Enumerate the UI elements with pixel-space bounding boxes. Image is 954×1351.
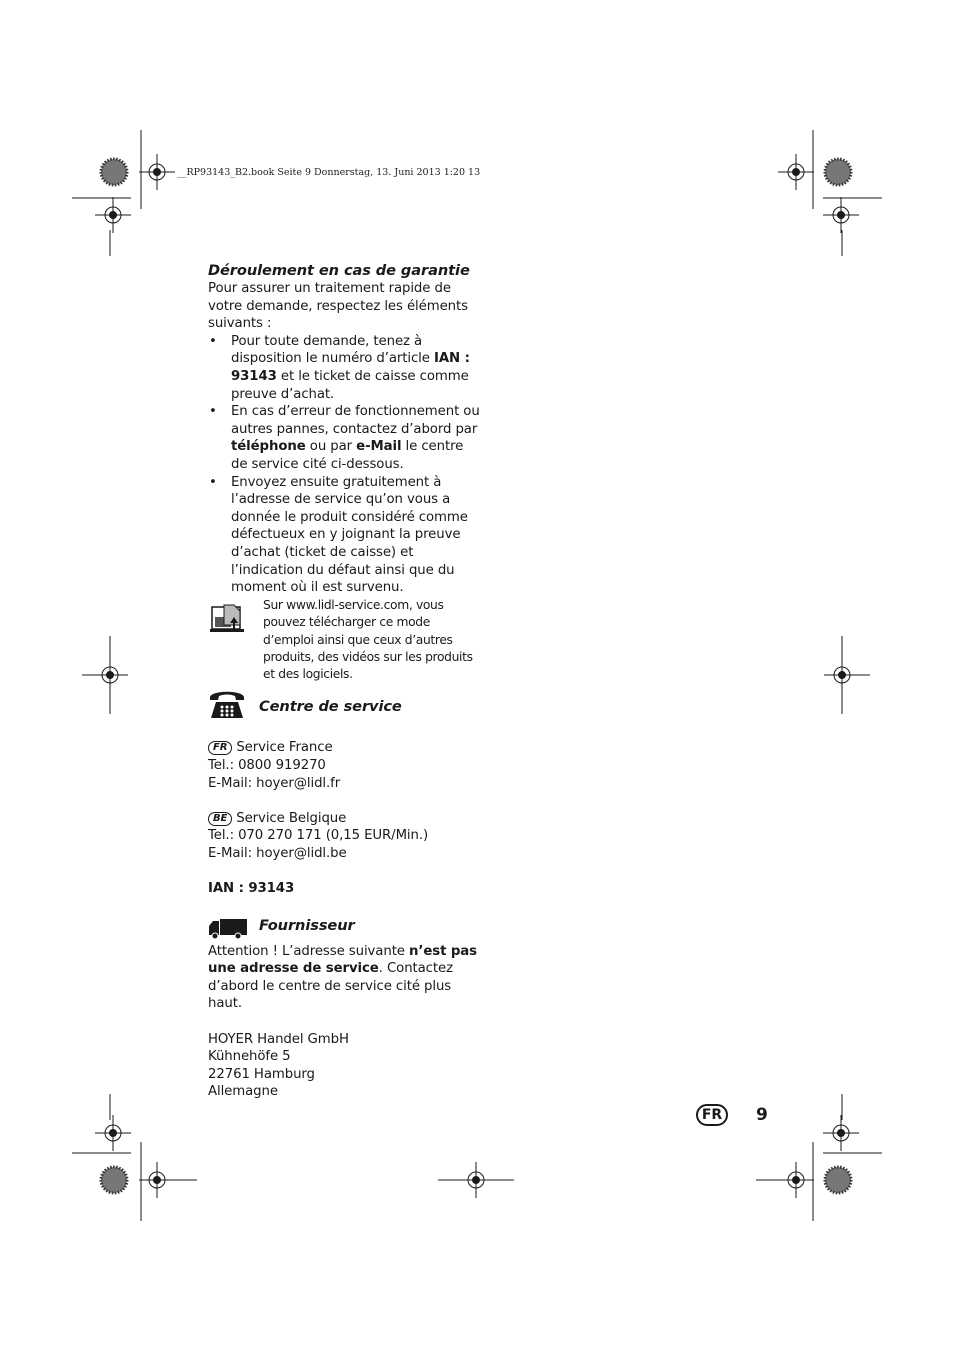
service-france-tel: Tel.: 0800 919270 xyxy=(208,757,326,773)
supplier-heading: Fournisseur xyxy=(259,916,355,934)
download-note: Sur www.lidl-service.com, vous pouvez télécharger ce mode d’emploi ainsi que ceux d’autres produits, des vidéos sur les produits et des logiciels. xyxy=(208,597,480,684)
supplier-header xyxy=(208,916,480,943)
supplier-note: Attention ! L’adresse suivante n’est pas une adresse de service. Contactez d’abord le centre de service cité plus haut. xyxy=(208,943,477,1012)
be-badge: BE xyxy=(208,812,232,826)
service-belgique-tel: Tel.: 070 270 171 (0,15 EUR/Min.) xyxy=(208,828,429,844)
service-belgique-email: E-Mail: hoyer@lidl.be xyxy=(208,845,347,861)
supplier-address-line: HOYER Handel GmbH xyxy=(208,1031,349,1047)
warranty-intro: Pour assurer un traitement rapide de votre demande, respectez les éléments suivants : xyxy=(208,281,468,332)
service-belgique-name: BE Service Belgique xyxy=(208,810,480,828)
ian-number: IAN : 93143 xyxy=(208,881,295,897)
download-icon xyxy=(210,603,246,640)
telephone-icon xyxy=(208,688,246,726)
truck-icon xyxy=(208,918,248,946)
supplier-address-line: Kühnehöfe 5 xyxy=(208,1049,291,1065)
book-file-line: __RP93143_B2.book Seite 9 Donnerstag, 13. Juni 2013 1:20 13 xyxy=(177,167,481,178)
list-item: • Pour toute demande, tenez à disposition le numéro d’article IAN : 93143 et le ticket de caisse comme preuve d’achat. xyxy=(208,333,480,403)
supplier-address-line: Allemagne xyxy=(208,1084,278,1100)
warranty-heading: Déroulement en cas de garantie xyxy=(208,262,470,279)
fr-badge: FR xyxy=(208,741,232,755)
warranty-list xyxy=(208,333,480,597)
service-heading: Centre de service xyxy=(259,697,402,715)
list-item: • En cas d’erreur de fonctionnement ou autres pannes, contactez d’abord par téléphone ou par e-Mail le centre de service cité ci-dessous. xyxy=(208,403,480,473)
supplier-address-line: 22761 Hamburg xyxy=(208,1066,315,1082)
list-item: • Envoyez ensuite gratuitement à l’adresse de service qu’on vous a donnée le produit considéré comme défectueux en y joignant la preuve d’achat (ticket de caisse) et l’indication du défaut ainsi que du moment où il est survenu. xyxy=(208,474,480,597)
content-column xyxy=(208,261,480,1101)
service-header xyxy=(208,688,480,722)
service-france-email: E-Mail: hoyer@lidl.fr xyxy=(208,775,341,791)
language-badge: FR xyxy=(696,1104,728,1126)
service-france-name: FR Service France xyxy=(208,739,480,757)
page-number: 9 xyxy=(756,1105,768,1125)
